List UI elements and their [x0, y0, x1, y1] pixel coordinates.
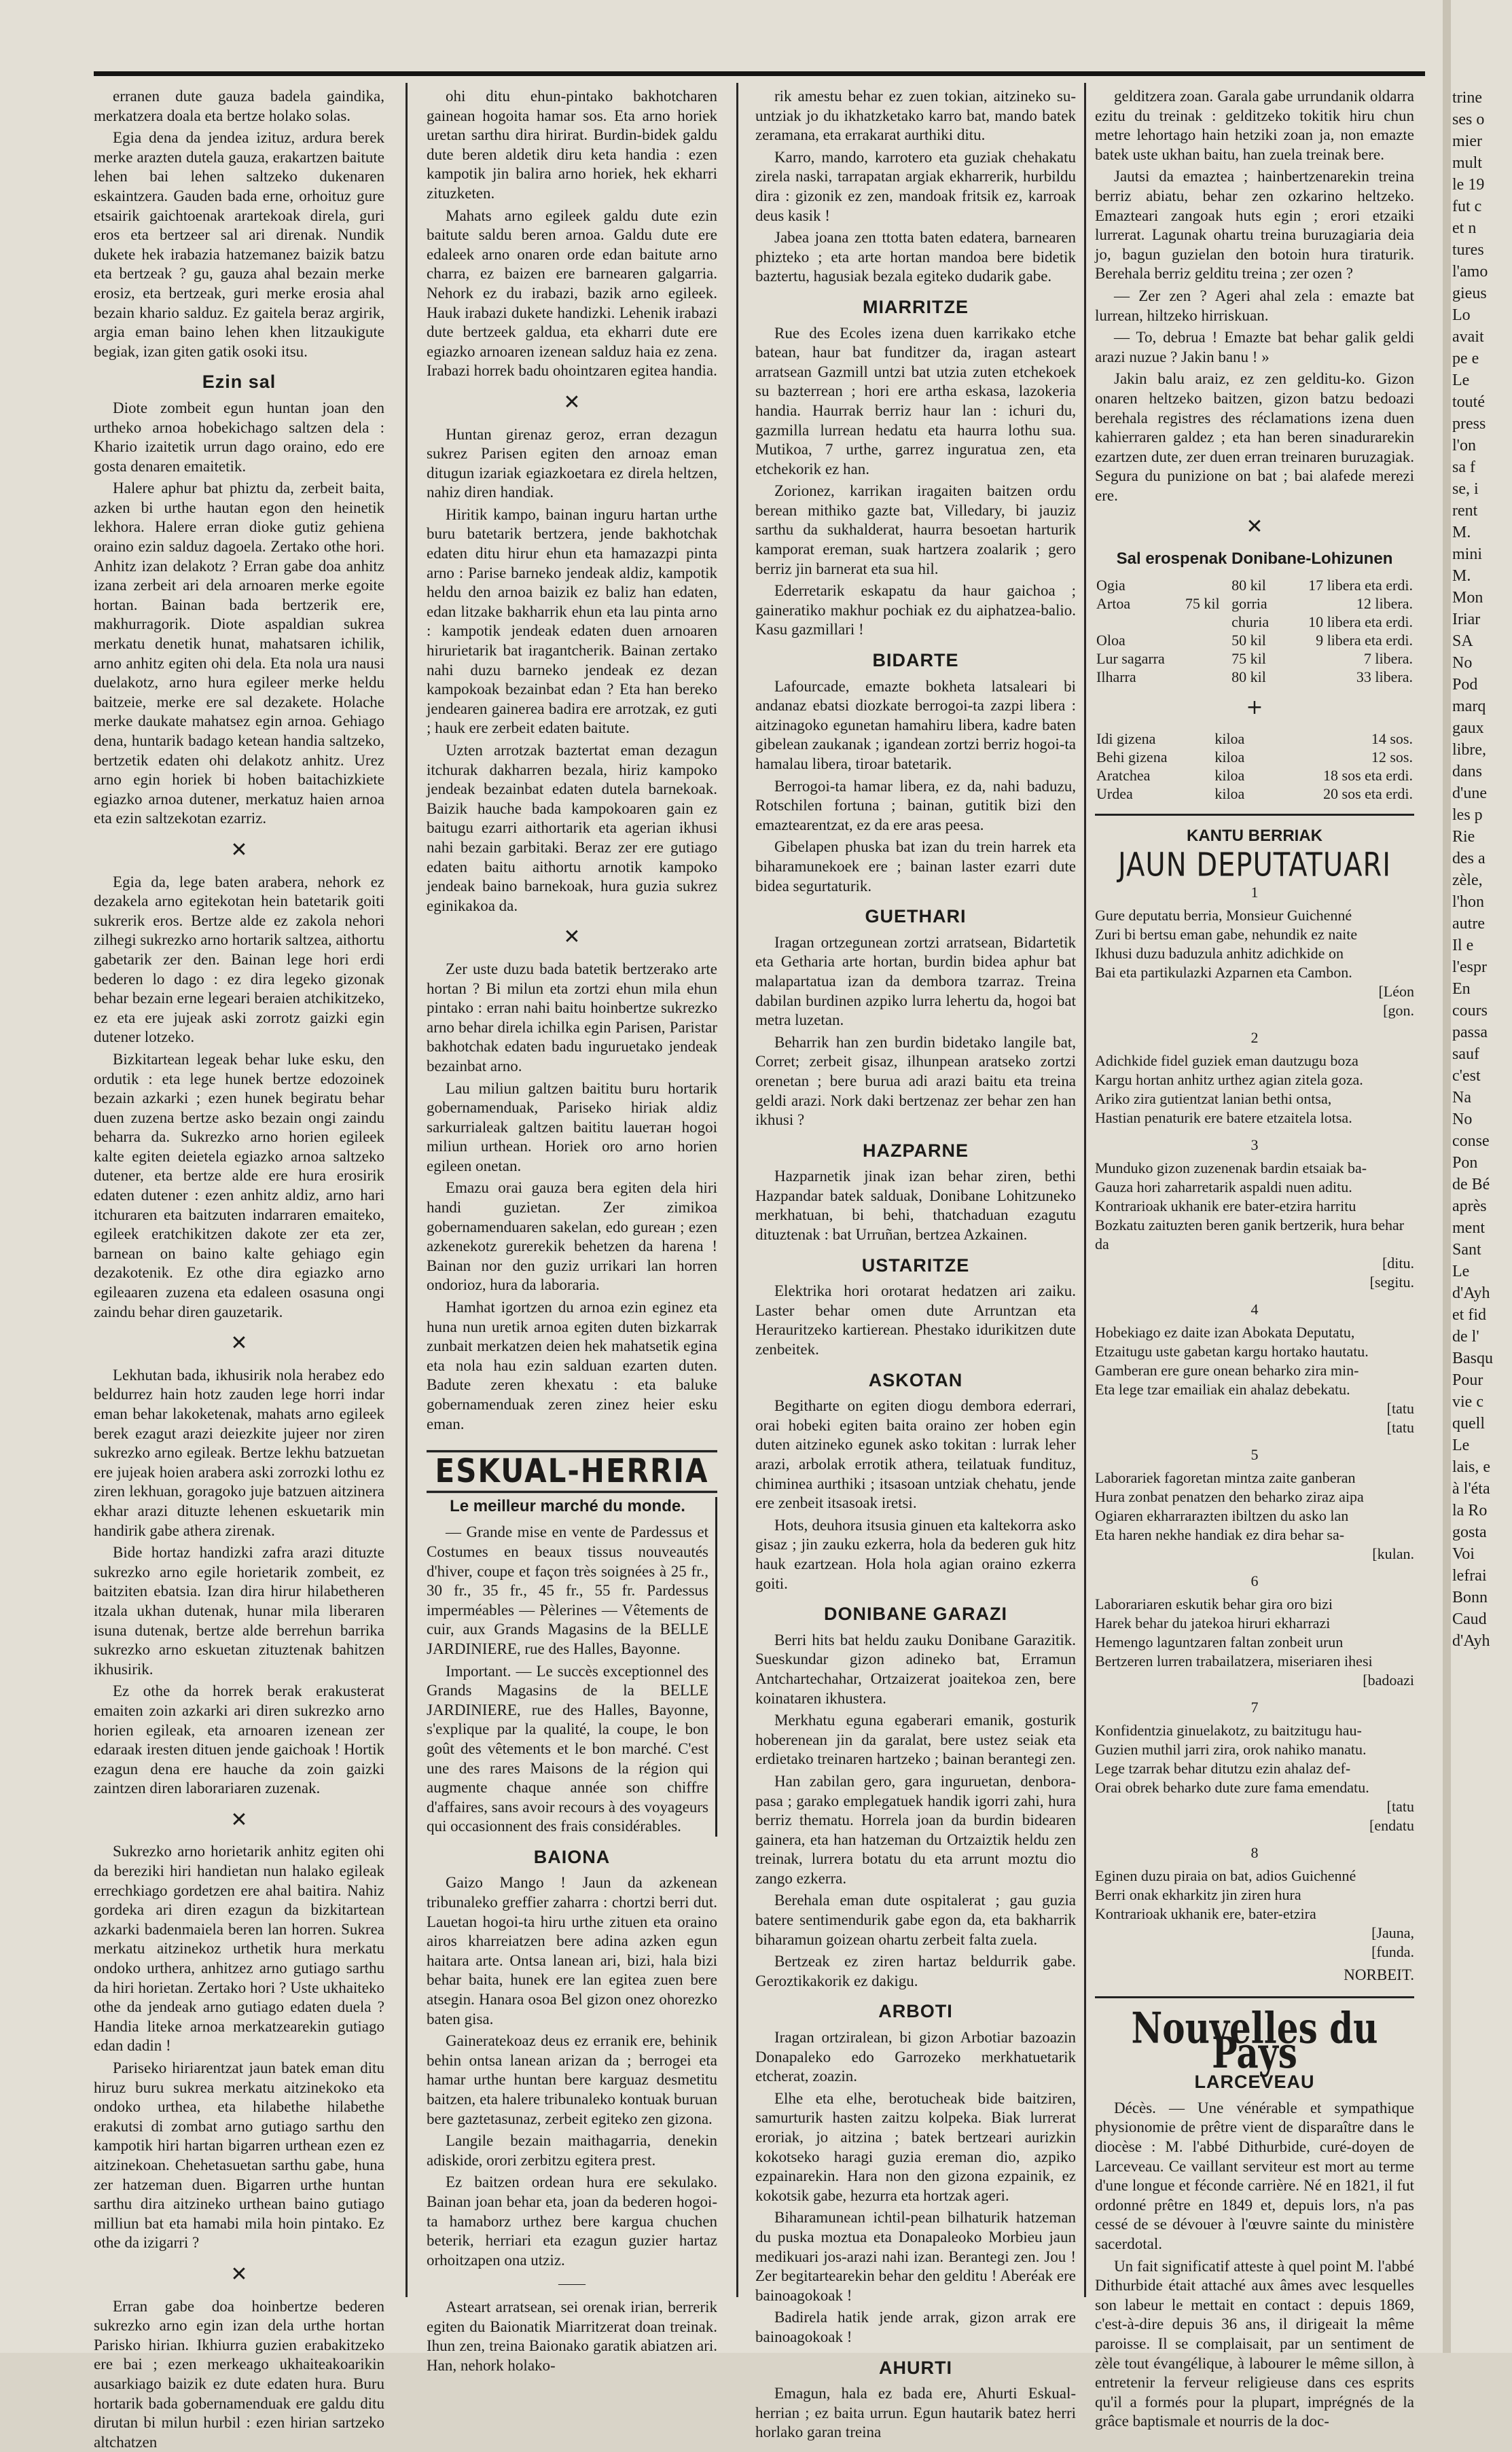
- meat-cell-name: Aratchea: [1096, 767, 1151, 785]
- cut-off-line: libre,: [1452, 741, 1486, 759]
- verse-line: Kontrarioak ukhanik ere, bater-etzira: [1095, 1905, 1316, 1923]
- paragraph: Huntan girenaz geroz, erran dezagun sukrez Parisen egiten den arnoaz eman ditugun izariak egiazkoetara ez direla heltzen, nahiz diren handiak.: [427, 425, 717, 501]
- market-cell-name: Oloa: [1096, 631, 1126, 649]
- verse-line: Bai eta partikulazki Azparnen eta Cambon.: [1095, 964, 1352, 981]
- cut-off-line: Lo: [1452, 306, 1471, 324]
- market-cell-name: [1095, 613, 1184, 631]
- cut-off-line: marq: [1452, 698, 1486, 715]
- paragraph: Han zabilan gero, gara inguruetan, denbora-pasa ; garako emplegatuek handik igorri zahi, hura berriz thematu. Horrela joan da burdin bidearen gainera, eta han hatzeman du Ortzaiztik heldu zen treinak, lurrera botatu du eta arrunt moztu dio zango ezkerra.: [755, 1772, 1076, 1887]
- verse-line: Gamberan ere gure onean beharko zira min-: [1095, 1362, 1359, 1380]
- verse-number: 8: [1250, 1844, 1259, 1862]
- cut-off-line: de Bé: [1452, 1176, 1490, 1193]
- market-cell-qty: 80 kil: [1231, 668, 1266, 685]
- paragraph: Gaineratekoaz deus ez erranik ere, behinik behin ontsa lanean arizan da ; berrogei eta hamar urthe huntan bere karguaz desmetitu baitzen, eta halere tribunaleko kontuak buruan bere gaztetasunaz, zerbeit egiteko zen gizona.: [427, 2032, 717, 2127]
- meat-row: [1095, 766, 1414, 785]
- cut-off-line: quell: [1452, 1415, 1485, 1432]
- cut-off-line: passa: [1452, 1024, 1488, 1041]
- verse-number: 3: [1250, 1136, 1259, 1154]
- cut-off-line: se, i: [1452, 480, 1479, 498]
- cut-off-line: après: [1452, 1197, 1487, 1215]
- cut-off-line: et fid: [1452, 1306, 1486, 1324]
- verse-line: Hastian penaturik ere batere etzaitela lotsa.: [1095, 1109, 1352, 1127]
- column-2: [427, 87, 717, 2374]
- paragraph: Bizkitartean legeak behar luke esku, den ordutik : eta lege hunek bertze edozoinek bezain azkarki ; ezen hunek begiratu behar duen zuzena bertze asko bezain ongi zaindu beharra da. Sukrezko arno horien egileek kalte egiten deietela egiazko arnoa saltzeko dutener, eta bertze alde ere hura erosirik edaten dutener : ezen anhitz aldiz, arno hari itchuraren eta baitzuten indarraren emaiteko, egileek eratchikitzen dakote zer eta zer, barnean on baino kalte gehiago egin dezakotenik. Ez othe dira egiazko arno egileaaren zuzena eta edaleen osasuna ongi zaindu behar diren gauzetarik.: [94, 1050, 384, 1320]
- cut-off-line: pe e: [1452, 350, 1479, 367]
- section-title-ahurti: AHURTI: [879, 2357, 952, 2378]
- paragraph: Elhe eta elhe, berotucheak bide baitziren, samurturik hasten zaitzu kolpeka. Biak lurrerat eroriak, jo aitzina ; batek bertzeari aurizkin kokotseko haragi guzia ereman dio, azpiko ezpainarekin. Hara non den gizona ezpainik, ez kokotsik gabe, hezurra eta hortzak ageri.: [755, 2089, 1076, 2204]
- top-rule: [94, 71, 1425, 76]
- market-prices-table: [1095, 576, 1414, 686]
- paragraph: Begitharte on egiten diogu dembora ederrari, orai hobeki egiten baita oraino zer hoben egin duten aitzineko egunek asko tokitan : lurrak leher arazi, arbolak errotik athera, teilatuak fundituz, chiminea aurthiki ; itsasoan untziak chehatu, jende ere zenbeit itsasoak iretsi.: [755, 1397, 1076, 1512]
- cut-off-line: Mon: [1452, 589, 1483, 607]
- page-fold-edge: [1443, 0, 1451, 2353]
- verse-line: Adichkide fidel guziek eman dautzugu boza: [1095, 1052, 1358, 1070]
- section-title-bidarte: BIDARTE: [872, 650, 959, 671]
- market-cell-name: Ilharra: [1096, 668, 1136, 685]
- plus-separator: +: [1246, 695, 1263, 719]
- market-cell-weight: 75 kil: [1185, 594, 1220, 612]
- meat-cell-name: Behi gizena: [1096, 749, 1168, 766]
- paragraph: Bertzeak ez ziren hartaz beldurrik gabe. Geroztikakorik ez dakigu.: [755, 1953, 1076, 1989]
- verse-line-continuation: [tatu: [1386, 1798, 1414, 1816]
- separator-rule: ——: [558, 2276, 586, 2292]
- cut-off-line: lefrai: [1452, 1567, 1487, 1585]
- paragraph: Jabea joana zen ttotta baten edatera, barnearen phizteko ; eta arte hortan mandoa bere bidetik baztertu, hagusiak bezala egiteko dudarik gabe.: [755, 229, 1076, 285]
- song-signature: NORBEIT.: [1344, 1966, 1414, 1984]
- verse-line: Munduko gizon zuzenenak bardin etsaiak ba-: [1095, 1159, 1367, 1177]
- market-cell-price: 7 libera.: [1363, 649, 1413, 667]
- cut-off-line: gieus: [1452, 285, 1487, 302]
- section-title-donibane-garazi: DONIBANE GARAZI: [824, 1604, 1007, 1625]
- market-cell-qty: churia: [1231, 613, 1270, 630]
- cross-separator: ✕: [1246, 515, 1263, 539]
- meat-cell-name: Idi gizena: [1096, 730, 1156, 748]
- paragraph: Halere aphur bat phiztu da, zerbeit baita, azken bi urthe hautan egon den heinetik lekhora. Halere erran dioke gutiz gehiena oraino ezin salduz dagoela. Zertako othe hori. Anhitz izan delakotz ? Erran gabe doa anhitz izana zerbeit ari dela arnoaren merke egoite hortan. Bainan bada bertzerik ere, makhurragorik. Diote aspaldian sukrea merkatu denetik hunat, mahatsaren ichilik, arno anhitz egiten ohi dela. Eta nola ura nausi duelakotz, arno hura egileer merke heldu baitzeie, merke ere sal dezakete. Holache merke daukate mahatsez egin arnoa. Gehiago dena, huntarik badago ketean handia saltzeko, bertzetik edaten ohi delakotz anhitz. Urez arno egin horiek bi hoben baitachizkiete egiazko arnoa dutener, merkatuz haien arnoa eta ezin saltzekotan ezarriz.: [94, 480, 384, 827]
- verse-line-continuation: [Léon: [1378, 983, 1414, 1000]
- song-header: KANTU BERRIAK: [1187, 827, 1322, 846]
- market-prices-title: Sal erospenak Donibane-Lohizunen: [1116, 549, 1393, 569]
- market-cell-price: 33 libera.: [1356, 668, 1413, 685]
- cut-off-line: les p: [1452, 806, 1483, 824]
- cut-off-line: No: [1452, 654, 1473, 672]
- verse-line-continuation: [gon.: [1383, 1002, 1414, 1020]
- verse-line-continuation: [tatu: [1386, 1400, 1414, 1418]
- cross-separator: ✕: [230, 1807, 248, 1832]
- cut-off-line: avait: [1452, 328, 1484, 346]
- paragraph: Hamhat igortzen du arnoa ezin eginez eta huna nun uretik arnoa egiten duten bizkarrak zunbait merkatzen deien hek mahatsetik egina eta nola hau ezin salduan ezarten duten. Badute zeren khexatu : eta baluke gobernamenduak zeren zinez heier esku eman.: [427, 1299, 717, 1432]
- cut-off-line: tures: [1452, 241, 1484, 259]
- cut-off-line: des a: [1452, 850, 1486, 867]
- verse-line-continuation: [ditu.: [1382, 1255, 1414, 1272]
- cut-off-line: l'hon: [1452, 893, 1484, 911]
- paragraph: Hiritik kampo, bainan inguru hartan urthe buru batetarik bertzera, jende bakhotchak edaten ditu hirur ehun eta hamazazpi pinta arno : Parise barneko jendeak aldiz, kampotik heldu den arnoa baizik ez baliz han edaten, edan litzake bakharrik ehun eta lau pinta arno : kampotik jendeak edaten duen arnoaren hirurietarik bat iragantcherik. Bainan zertako nahi duzu barneko jendeak ez dezan kampokoak bezainbat edan ? Eta han bereko jendearen gainerea badira ere arrotzak, ez guti ; hauk ere zerbeit edaten baitute.: [427, 505, 717, 737]
- column-divider: [736, 83, 738, 2297]
- cut-off-line: lais, e: [1452, 1458, 1490, 1476]
- paragraph: Pariseko hiriarentzat jaun batek eman ditu hiruz buru sukrea merkatu aitzinekoko eta ondoko urthea, eta hilabethe hilabethe erakutsi di zombat arno gutiago sarthu den kampotik hiri hartan bigarren urthean ezen ez aitzinekoan. Chehetasuetan sarthu gabe, huna zer hatzeman duen. Bigarren urthe huntan sarthu dira aitzineko urthean baino gutiago milliun bat eta hamabi mila hoin pintako. Ez othe da izigarri ?: [94, 2059, 384, 2252]
- paragraph: Egia da, lege baten arabera, nehork ez dezakela arno egitekotan hein batetarik goiti sukrerik eros. Bertze alde ez zakola nehori zilhegi sukrezko arno hortarik saltzea, aithortu gabetarik zer den. Bainan lege hori erdi bederen lo dago : ez dira legeko gizonak behar bezain erne legeari beraien atchikitzeko, ez eta ere jujeak aski zorrotz gaizki egin dutener lotzeko.: [94, 873, 384, 1046]
- market-cell-price: 10 libera eta erdi.: [1308, 613, 1413, 630]
- cut-off-line: cours: [1452, 1002, 1488, 1020]
- column-3: [755, 87, 1076, 2441]
- paragraph: — To, debrua ! Emazte bat behar galik geldi arazi nuzue ? Jakin banu ! »: [1095, 329, 1414, 365]
- cut-off-line: press: [1452, 415, 1486, 433]
- cut-off-line: d'une: [1452, 785, 1487, 802]
- paragraph: Lafourcade, emazte bokheta latsaleari bi andanaz ebatsi diozkate berrogoi-ta zazpi libera : aitzinagoko egunetan hamahiru libera, kadre baten gibelean zaukanak ; igandean zortzi berriz hogoi-ta hamalau libera, tiroar batetarik.: [755, 677, 1076, 772]
- paragraph: Erran gabe doa hoinbertze bederen sukrezko arno egin izan dela urthe hortan Parisko hirian. Ikhiurra guzien erabakitzeko ere bai ; ezen merkeago ukhaiteakoarikin ausarkiago baizik ez dute edaten hura. Buru hortarik bada gobernamenduak ere galdu ditu dirutan bi milun hurbil : ezen hirian sartzeko altchatzen: [94, 2297, 384, 2451]
- paragraph: Berehala eman dute ospitalerat ; gau guzia batere sentimendurik gabe egon da, eta bakharrik biharamun goizean ohartu zerbeit falta zuela.: [755, 1892, 1076, 1948]
- cut-off-line: ses o: [1452, 111, 1485, 128]
- verse-line: Eginen duzu piraia on bat, adios Guichenné: [1095, 1867, 1356, 1885]
- paragraph: Un fait significatif atteste à quel point M. l'abbé Dithurbide était attaché aux âmes avec lesquelles son labeur le mettait en contact : depuis 1869, c'est-à-dire depuis 36 ans, il dirigeait la même paroisse. Il se complaisait, par un sentiment de zèle tout évangélique, à labourer le même sillon, à entretenir la ferveur religieuse dans ces esprits qu'il a formés pour la plupart, imprégnés de la grâce baptismale et nourris de la doc-: [1095, 2257, 1414, 2430]
- verse-line: Lege tzarrak behar ditutzu ezin ahalaz def-: [1095, 1760, 1351, 1778]
- paragraph: Asteart arratsean, sei orenak irian, berrerik egiten du Baionatik Miarritzerat doan treinak. Ihun zen, treina Baionako garatik abiatzen ari. Han, nehork holako-: [427, 2298, 717, 2374]
- paragraph: Mahats arno egileek galdu dute ezin baitute saldu beren arnoa. Galdu dute ere edaleek arno onaren orde edan baitute arno charra, ez baizen ere barnearen galgarria. Nehork ez du irabazi, bazik arno egileek. Hauk irabazi dukete handizki. Lehenik irabazi dute bertzeek galdua, eta ekharri dute ere egiazko arnoaren izenean salduz haia ez zena. Irabazi horrek badu ohointzaren egitea handia.: [427, 206, 717, 380]
- market-cell-qty: 75 kil: [1231, 649, 1266, 667]
- verse-line: Ikhusi duzu baduzula anhitz adichkide on: [1095, 945, 1344, 962]
- cut-off-line: Pod: [1452, 676, 1478, 693]
- section-title-larceveau: LARCEVEAU: [1194, 2072, 1315, 2093]
- cut-off-line: Iriar: [1452, 611, 1481, 628]
- verse-line: Ogiaren ekharrarazten ibiltzen du asko lan: [1095, 1507, 1349, 1525]
- cut-off-line: la Ro: [1452, 1502, 1488, 1519]
- market-cell-weight: [1184, 649, 1230, 668]
- paragraph: Merkhatu eguna egaberari emanik, gosturik hoberenean jin da garalat, bere ustez seiak eta erdietako treinaren hartzeko ; bainan berantegi zen.: [755, 1712, 1076, 1768]
- verse-line: Konfidentzia ginuelakotz, zu baitzitugu hau-: [1095, 1722, 1362, 1739]
- market-cell-price: 9 libera eta erdi.: [1316, 631, 1413, 649]
- paragraph: Langile bezain maithagarria, denekin adiskide, orori zerbitzu egitera prest.: [427, 2132, 717, 2169]
- verse-number: 4: [1250, 1301, 1259, 1318]
- cut-off-line: No: [1452, 1111, 1473, 1128]
- meat-cell-qty: kiloa: [1214, 730, 1245, 748]
- paragraph: Iragan ortziralean, bi gizon Arbotiar bazoazin Donapaleko edo Garrozeko merkhatuetarik etcherat, zoazin.: [755, 2029, 1076, 2085]
- cut-off-line: Voi: [1452, 1545, 1475, 1563]
- cut-off-line: mini: [1452, 545, 1483, 563]
- section-title-guethari: GUETHARI: [865, 906, 967, 927]
- verse-line: Etzaitugu uste gabetan kargu hortako hautatu.: [1095, 1343, 1369, 1360]
- paragraph: Iragan ortzegunean zortzi arratsean, Bidartetik eta Getharia arte hortan, burdin bidea aphur bat malapartatua izan da dembora tzarraz. Treina dabilan burdinen azpiko lurra lehertu da, hogoi bat metra luzetan.: [755, 933, 1076, 1029]
- cut-off-line: Basqu: [1452, 1350, 1493, 1367]
- verse-line: Kargu hortan anhitz urthez agian zitela goza.: [1095, 1071, 1363, 1089]
- cross-separator: ✕: [563, 925, 581, 950]
- market-cell-name: Lur sagarra: [1096, 649, 1165, 667]
- cut-off-line: fut c: [1452, 198, 1482, 215]
- meat-cell-price: 20 sos eta erdi.: [1323, 785, 1413, 803]
- verse-line: Eta haren nekhe handiak ez dira behar sa-: [1095, 1526, 1345, 1544]
- paragraph: Bide hortaz handizki zafra arazi dituzte sukrezko arno egile horietarik zombeit, ez baitziten ebatsia. Izan dira hirur hilabetheren itzala ukhan dutenak, hunar mila liberaren isuna dutenak, bertze alde berrehun barrika sukrezko arno eskuetan zituztenak bahitzen ikhusirik.: [94, 1544, 384, 1678]
- cut-off-line: sa f: [1452, 458, 1475, 476]
- cut-off-line: touté: [1452, 393, 1485, 411]
- cut-off-line: l'on: [1452, 437, 1476, 454]
- market-cell-name: Artoa: [1096, 594, 1131, 612]
- cross-separator: ✕: [230, 837, 248, 862]
- cut-off-line: conse: [1452, 1132, 1490, 1150]
- cut-off-line: mier: [1452, 132, 1482, 150]
- meat-cell-price: 18 sos eta erdi.: [1323, 767, 1413, 785]
- verse-line: Zuri bi bertsu eman gabe, nehundik ez naite: [1095, 926, 1358, 943]
- market-row: [1095, 594, 1414, 613]
- paragraph: Uzten arrotzak baztertat eman dezagun itchurak dakharren bezala, hiriz kampoko jendeak bezainbat edaten dutela barnekoak. Baizik hauche bada kampokoaren gain ez baitugu ezarri aithortarik eta agerian ikhusi nahi bezain garbitaki. Beraz zer ere gutiago edaten baitu aithortu arnotik kampoko jendeak baino barnekoak, hura guzia sukrez eginikakoa da.: [427, 742, 717, 914]
- column-1: [94, 87, 384, 2451]
- market-cell-weight: [1184, 631, 1230, 649]
- verse-line-continuation: [funda.: [1371, 1943, 1414, 1961]
- cut-off-line: le 19: [1452, 176, 1485, 194]
- meat-cell-price: 12 sos.: [1371, 749, 1413, 766]
- cut-off-line: Il e: [1452, 937, 1474, 954]
- paragraph: ohi ditu ehun-pintako bakhotcharen gainean hogoita hamar sos. Eta arno horiek uretan sarthu dira hirirat. Burdin-bidek galdu dute beren aldetik diru keta handia : ezen kampotik jin balira arno horiek, hek ekharri zituzketen.: [427, 88, 717, 202]
- section-title-askotan: ASKOTAN: [868, 1369, 963, 1390]
- paragraph: rik amestu behar ez zuen tokian, aitzineko su-untziak jo du ikhatzketako karro bat, mando batek zeramana, eta errakarat aurthiki ditu.: [755, 88, 1076, 144]
- cut-off-line: zèle,: [1452, 871, 1483, 889]
- paragraph: Beharrik han zen burdin bidetako langile bat, Corret; zerbeit gisaz, ilhunpean aratseko zortzi orenetan ; bere burua adi arazi baitu eta treina geldi arazi. Nork daki bertzenaz zer behar zen han ikhusi ?: [755, 1033, 1076, 1129]
- cut-off-line: M.: [1452, 567, 1471, 585]
- meat-row: [1095, 785, 1414, 803]
- verse-line-continuation: [badoazi: [1363, 1672, 1414, 1689]
- cut-off-line: Pon: [1452, 1154, 1478, 1172]
- cut-off-line: M.: [1452, 524, 1471, 541]
- section-title-hazparne: HAZPARNE: [863, 1140, 969, 1161]
- cut-off-line: En: [1452, 980, 1471, 998]
- cut-off-line: Na: [1452, 1089, 1471, 1106]
- meat-cell-price: 14 sos.: [1371, 730, 1413, 748]
- market-row: [1095, 668, 1414, 686]
- verse-line: Kontrarioak ukhanik ere bater-etzira harritu: [1095, 1197, 1356, 1215]
- cross-separator: ✕: [230, 1331, 248, 1356]
- cut-off-line: ment: [1452, 1219, 1485, 1237]
- verse-number: 5: [1250, 1446, 1259, 1464]
- section-title-arboti: ARBOTI: [878, 2001, 953, 2022]
- verse-line-continuation: [segitu.: [1369, 1274, 1414, 1291]
- separator-rule: [1095, 814, 1414, 816]
- paragraph: Badirela hatik jende arrak, gizon arrak ere bainoagokoak !: [755, 2309, 1076, 2345]
- paragraph: Hazparnetik jinak izan behar ziren, bethi Hazpandar batek salduak, Donibane Lohitzuneko merkhatuan, bi behi, thatchaduan ezagutu dituztenak : bat Urruñan, bertzea Azkainen.: [755, 1168, 1076, 1244]
- paragraph: Emazu orai gauza bera egiten dela hiri handi guzietan. Zer zimikoa gobernamenduaren sakelan, edo gureaн ; ezen azkenekotz gurerekik behetzen da harena ! Bainan nor den guziz urrikari lan horren ondorioz, hura da laboraria.: [427, 1179, 717, 1294]
- cut-off-line: et n: [1452, 219, 1477, 237]
- cut-off-line: Pour: [1452, 1371, 1483, 1389]
- paragraph: Ez baitzen ordean hura ere sekulako. Bainan joan behar eta, joan da bederen hogoi-ta hamaborz urthez bere kargua chuchen beterik, herriari eta ezagun guzier hartaz orhoitzapen ona utziz.: [427, 2174, 717, 2269]
- cut-off-line: sauf: [1452, 1045, 1479, 1063]
- advertisement-box: [427, 1497, 717, 1837]
- paragraph: Décès. — Une vénérable et sympathique physionomie de prêtre vient de disparaître dans le diocèse : M. l'abbé Dithurbide, curé-doyen de Larceveau. Ce vaillant serviteur est mort au terme d'une longue et féconde carrière. Né en 1821, il fut ordonné prêtre en 1849 et, depuis lors, n'a pas cessé de se dévouer à l'œuvre sainte du ministère sacerdotal.: [1095, 2099, 1414, 2252]
- meat-cell-qty: kiloa: [1214, 749, 1245, 766]
- song-title: JAUN DEPUTATUARI: [1117, 846, 1392, 884]
- column-divider: [406, 83, 408, 2297]
- meat-row: [1095, 729, 1414, 748]
- paragraph: Diote zombeit egun huntan joan den urtheko arnoa hobekichago saltzen dela : Khario izaitetik urrun dago oraino, edo ere gosta denaren emaitetik.: [94, 399, 384, 475]
- market-cell-weight: [1184, 576, 1230, 594]
- market-cell-name: Ogia: [1096, 576, 1126, 594]
- paragraph: Jakin balu araiz, ez zen gelditu-ko. Gizon onaren heltzeko baitzen, gizon batzu bedoazi berehala registres des réclamations izena duen kahierraren galdez ; eta han beren sinadurarekin ezartzen dute, zer duen erran treinaren buruzagiak. Segura du punizione on bat ; bai alafede merezi ere.: [1095, 370, 1414, 504]
- cut-off-line: Le: [1452, 1263, 1470, 1280]
- meat-cell-name: Urdea: [1096, 785, 1133, 803]
- paragraph: erranen dute gauza badela gaindika, merkatzera doala eta bertze holako solas.: [94, 88, 384, 124]
- verse-line: Laborariaren eskutik behar gira oro bizi: [1095, 1595, 1333, 1613]
- cut-off-line: Rie: [1452, 828, 1475, 846]
- paragraph: Biharamunean ichtil-pean bilhaturik hatzeman du puska moztua eta Donapaleoko Morbieu jaun medikuari jos-arazi nahi izan. Berantegi zen. Jou ! Zer begitartearekin behar den gelditu ! Aberéak ere bainoagokoak !: [755, 2209, 1076, 2304]
- paragraph: Berrogoi-ta hamar libera, ez da, nahi baduzu, Rotschilen fortuna ; bainan, gutitik bizi den emaztearentzat, ez da ere aras peesa.: [755, 777, 1076, 833]
- cut-off-line: mult: [1452, 154, 1483, 172]
- verse-number: 2: [1250, 1029, 1259, 1047]
- cut-off-line: d'Ayh: [1452, 1284, 1490, 1302]
- market-cell-weight: [1184, 613, 1230, 631]
- market-row: [1095, 576, 1414, 594]
- verse-line: Bozkatu zaituzten beren ganik bertzerik, hura behar da: [1095, 1216, 1405, 1253]
- cut-off-line: gosta: [1452, 1524, 1487, 1541]
- cut-off-line: vie c: [1452, 1393, 1483, 1411]
- cut-off-line: c'est: [1452, 1067, 1481, 1085]
- market-cell-qty: 80 kil: [1231, 576, 1266, 594]
- verse-line: Hemengo laguntzaren faltan zonbeit urun: [1095, 1634, 1344, 1651]
- section-title-ustaritze: USTARITZE: [861, 1255, 970, 1276]
- paragraph: Egia dena da jendea izituz, ardura berek merke arazten dutela gauza, erakartzen baitute lehen bai lehen saltzeko dukenaren eskaintzera. Gauden bada erne, orhoituz gure etsairik gaichtoenak arartekoak direla, guri eros eta bertzeer sal ari direnak. Nundik dukete hek irabazia hatzemanez baizik batzu eta bertzeak ? gu, gauza ahal bezain merke erosiz, eta bertzeak, guri merke erosia ahal bezain khario salduz. Ez gaitela beraz argirik, argia eman baino lehen khen litzaukigute begiak, izan giten gatik osoki itsu.: [94, 129, 384, 360]
- cut-off-line: l'amo: [1452, 263, 1488, 281]
- cut-off-line: de l': [1452, 1328, 1479, 1346]
- verse-number: 1: [1250, 884, 1259, 901]
- verse-number: 7: [1250, 1699, 1259, 1716]
- paragraph: Zer uste duzu bada batetik bertzerako arte hortan ? Bi milun eta zortzi ehun mila ehun pintako : erran nahi baitu hoinbertze sukrezko arno behar direla ichilka egin Parisen, Paristar bakhotchak edaten badu inguruetako jendeak bezainbat arno.: [427, 960, 717, 1075]
- ad-title: Le meilleur marché du monde.: [450, 1496, 685, 1515]
- cut-off-line: Le: [1452, 1437, 1470, 1454]
- meat-cell-qty: kiloa: [1214, 785, 1245, 803]
- eskual-herria-banner: ESKUAL-HERRIA: [427, 1450, 717, 1493]
- paragraph: Gibelapen phuska bat izan du trein harrek eta biharamunekoek ere ; bainan laster ezarri dute bidea segurtaturik.: [755, 838, 1076, 895]
- cut-off-line: l'espr: [1452, 958, 1487, 976]
- paragraph: Ez othe da horrek berak erakusterat emaiten zoin azkarki ari diren sukrezko arno horien egileak, eta arnoaren izenean zer edaraak iresten dituen jende gaichoak ! Hortik ezagun dena ere hauche da zoin gaizki zaintzen diren laborariaren zuzenak.: [94, 1682, 384, 1797]
- paragraph: Ederretarik eskapatu da haur gaichoa ; gaineratiko makhur pochiak ez du aiphatzea-balio. Kasu gazmillari !: [755, 582, 1076, 638]
- verse-line-continuation: [tatu: [1386, 1419, 1414, 1437]
- column-divider: [1084, 83, 1086, 2297]
- paragraph: Rue des Ecoles izena duen karrikako etche batean, haur bat funditzer da, iragan asteart arratsean Gazmill untzi bat utzia zuten etchekoek su bazterrean ; hori ere artha eskasa, lazokeria handia. Haurrak berriz haur lan : ichuri du, gazmilla lurrean hedatu eta haurra lothu sua. Mutikoa, 7 urthe, garrez inguratua zen, eta etchekorik ez han.: [755, 324, 1076, 477]
- verse-line: Hura zonbat penatzen den beharko ziraz aipa: [1095, 1488, 1364, 1506]
- verse-line-continuation: [endatu: [1369, 1817, 1414, 1835]
- nouvelles-du-pays-banner: Nouvelles du Pays: [1131, 2002, 1378, 2078]
- section-title-ezin-sal: Ezin sal: [202, 372, 276, 393]
- cut-off-line: rent: [1452, 502, 1478, 520]
- paragraph: Elektrika hori orotarat hedatzen ari zaiku. Laster behar omen dute Arruntzan eta Herauritzeko kartierean. Phestako idurikitzen dute zenbeitek.: [755, 1282, 1076, 1358]
- market-row: [1095, 613, 1414, 631]
- section-title-baiona: BAIONA: [533, 1846, 611, 1867]
- meat-cell-qty: kiloa: [1214, 767, 1245, 785]
- paragraph: Karro, mando, karrotero eta guziak chehakatu zirela naski, tarrapatan argiak ekharrerik, hurbildu dira : gizonik ez zen, mandoak fritsik ez, karroak deus kasik !: [755, 148, 1076, 224]
- cut-off-line: Le: [1452, 372, 1470, 389]
- section-title-miarritze: MIARRITZE: [863, 296, 969, 317]
- meat-prices-table: [1095, 729, 1414, 803]
- market-cell-price: 17 libera eta erdi.: [1308, 576, 1413, 594]
- cut-off-line: Bonn: [1452, 1589, 1488, 1606]
- market-cell-qty: 50 kil: [1231, 631, 1266, 649]
- verse-line: Berri onak ekharkitz jin ziren hura: [1095, 1886, 1301, 1904]
- verse-line: Eta lege tzar emailiak ein ahalaz debekatu.: [1095, 1381, 1350, 1399]
- paragraph: Sukrezko arno horietarik anhitz egiten ohi da bereziki hiri handietan nun halako egileak errechkiago gordetzen ere ahal baitira. Nahiz gordeka ari diren ezagun da bizkitartean azkarki badenmaiela beren lan horren. Sukrea merkatu aitzinekoz urthetik hura merkatu ondoko urthera, anhitzez arno gutiago sarthu da hiri horietan. Zertako hori ? Uste ukhaiteko othe da jendeak arno gutiago edaten duela ? Handia liteke arnoa merkatzearekin gutiago edan dadin !: [94, 1843, 384, 2055]
- market-row: [1095, 649, 1414, 668]
- market-cell-qty: gorria: [1231, 594, 1267, 612]
- paragraph: Gaizo Mango ! Jaun da azkenean tribunaleko greffier zaharra : chortzi berri dut. Lauetan hogoi-ta hiru urthe zituen eta oraino airos kharreiatzen bere adina azken egun haitara arte. Ontsa lanean ari, bizi, hala bizi behar baita, hunek ere lan egitea zuen bere atsegin. Hanara osoa Bel gizon onez ohorezko baten gisa.: [427, 1874, 717, 2027]
- cut-off-line: autre: [1452, 915, 1485, 933]
- separator-rule: [1095, 1996, 1414, 1998]
- paragraph: gelditzera zoan. Garala gabe urrundanik oldarra ezitu du treinak : gelditzeko tokitik hiru chun metre lehortago hain hetziki zoan ja, non emazte batek uste ukhan baitu, han zuela treinak bere.: [1095, 88, 1414, 163]
- paragraph: Emagun, hala ez bada ere, Ahurti Eskual-herrian ; ez baita urrun. Egun hautarik batez herri horlako garan treina: [755, 2385, 1076, 2441]
- ad-paragraph: — Grande mise en vente de Pardessus et Costumes en beaux tissus nouveautés d'hiver, coupe et façon très soignées à 25 fr., 30 fr., 35 fr., 45 fr., 55 fr. Pardessus imperméables — Pèlerines — Vêtements de cuir, aux Grands Magasins de la BELLE JARDINIERE, rue des Halles, Bayonne.: [427, 1524, 708, 1657]
- cut-off-line: SA: [1452, 632, 1473, 650]
- cut-off-line: d'Ayh: [1452, 1632, 1490, 1650]
- verse-line-continuation: [Jauna,: [1371, 1924, 1414, 1942]
- cut-off-line: Sant: [1452, 1241, 1481, 1259]
- verse-line-continuation: [kulan.: [1372, 1545, 1414, 1563]
- verse-line: Harek behar du jatekoa hiruri ekharrazi: [1095, 1615, 1331, 1632]
- cut-off-line: à l'éta: [1452, 1480, 1490, 1498]
- market-cell-weight: [1184, 668, 1230, 686]
- column-5-partial: [1452, 87, 1512, 2322]
- verse-line: Hobekiago ez daite izan Abokata Deputatu,: [1095, 1324, 1355, 1341]
- verse-line: Orai obrek beharko dute zure fama emendatu.: [1095, 1779, 1369, 1797]
- meat-row: [1095, 748, 1414, 766]
- cut-off-line: trine: [1452, 89, 1482, 107]
- market-row: [1095, 631, 1414, 649]
- verse-line: Bertzeren lurren trabailatzera, miseriaren ihesi: [1095, 1653, 1373, 1670]
- verse-line: Laborariek fagoretan mintza zaite ganberan: [1095, 1469, 1356, 1487]
- paragraph: Lekhutan bada, ikhusirik nola herabez edo beldurrez hain hotz zauden lege horri indar eman behar lakoketenak, mahats arno egileek berek ezagut arazi deiezkite jujeer nor ziren sukrezko arno egileak. Bertze lekhu batzuetan ere jujeak hoien arabera aski zorrozki lothu ez ziren lekhuan, goragoko juje batzuen aitzinera ekhar arazi dituzte lehenen eskuetarik min handirik gabe athera zirenak.: [94, 1366, 384, 1539]
- cross-separator: ✕: [230, 2262, 248, 2286]
- ad-paragraph: Important. — Le succès exceptionnel des Grands Magasins de la BELLE JARDINIERE, rue des Halles, Bayonne, s'explique par la qualité, la coupe, le bon goût des vêtements et le bon marché. C'est une des rares Maisons de la région qui augmente chaque année son chiffre d'affaires, sans avoir recours à des voyageurs qui occasionnent des frais considérables.: [427, 1662, 708, 1835]
- verse-line: Gure deputatu berria, Monsieur Guichenné: [1095, 907, 1352, 924]
- column-4: [1095, 87, 1414, 2430]
- cut-off-line: gaux: [1452, 719, 1484, 737]
- cut-off-line: Caud: [1452, 1610, 1487, 1628]
- paragraph: Hots, deuhora itsusia ginuen eta kaltekorra asko gisaz ; jin zauku ezkerra, hola da bederen guk hitz hauk ezartzean. Hola hola agian oraino ezkerra goiti.: [755, 1516, 1076, 1592]
- verse-line: Guzien muthil jarri zira, orok nahiko manatu.: [1095, 1741, 1367, 1759]
- cross-separator: ✕: [563, 390, 581, 414]
- song-verses: [1095, 883, 1414, 1962]
- paragraph: Lau miliun galtzen baititu buru hortarik gobernamenduak, Pariseko hiriak aldiz sarkurrialeak galtzen baititu laueтан hogoi miliun urthean. Horiek oro arno horien egileen onetan.: [427, 1079, 717, 1174]
- verse-line: Gauza hori zaharretarik aspaldi nuen aditu.: [1095, 1178, 1352, 1196]
- verse-number: 6: [1250, 1572, 1259, 1590]
- verse-line: Ariko zira gutientzat lanian bethi ontsa,: [1095, 1090, 1332, 1108]
- paragraph: Jautsi da emaztea ; hainbertzenarekin treina berriz abiatu, behar zen ozkarino heltzeko. Emazteari zangoak huts egin ; erori etzaiki lurrerat. Lagunak ohartu treina buruzagiaria deia jo, bagun guzielan den botoin hura tiraturik. Berehala berriz gelditu treina ; zer ozen ?: [1095, 168, 1414, 283]
- cut-off-line: dans: [1452, 763, 1482, 780]
- market-cell-price: 12 libera.: [1356, 594, 1413, 612]
- paragraph: — Zer zen ? Ageri ahal zela : emazte bat lurrean, hiltzeko hirriskuan.: [1095, 287, 1414, 324]
- paragraph: Zorionez, karrikan iragaiten baitzen ordu berean mithiko gazte bat, Villedary, bi jauziz sarthu da sukhalderat, haurra besoetan harturik kamporat ereman, suak hartzera zoalarik ; gero berriz jin barnerat eta sua hil.: [755, 482, 1076, 577]
- paragraph: Berri hits bat heldu zauku Donibane Garazitik. Sueskundar gizon adineko bat, Erramun Antchartechahar, Ortzaizerat joaitekoa zen, bere koinataren ikhustera.: [755, 1631, 1076, 1707]
